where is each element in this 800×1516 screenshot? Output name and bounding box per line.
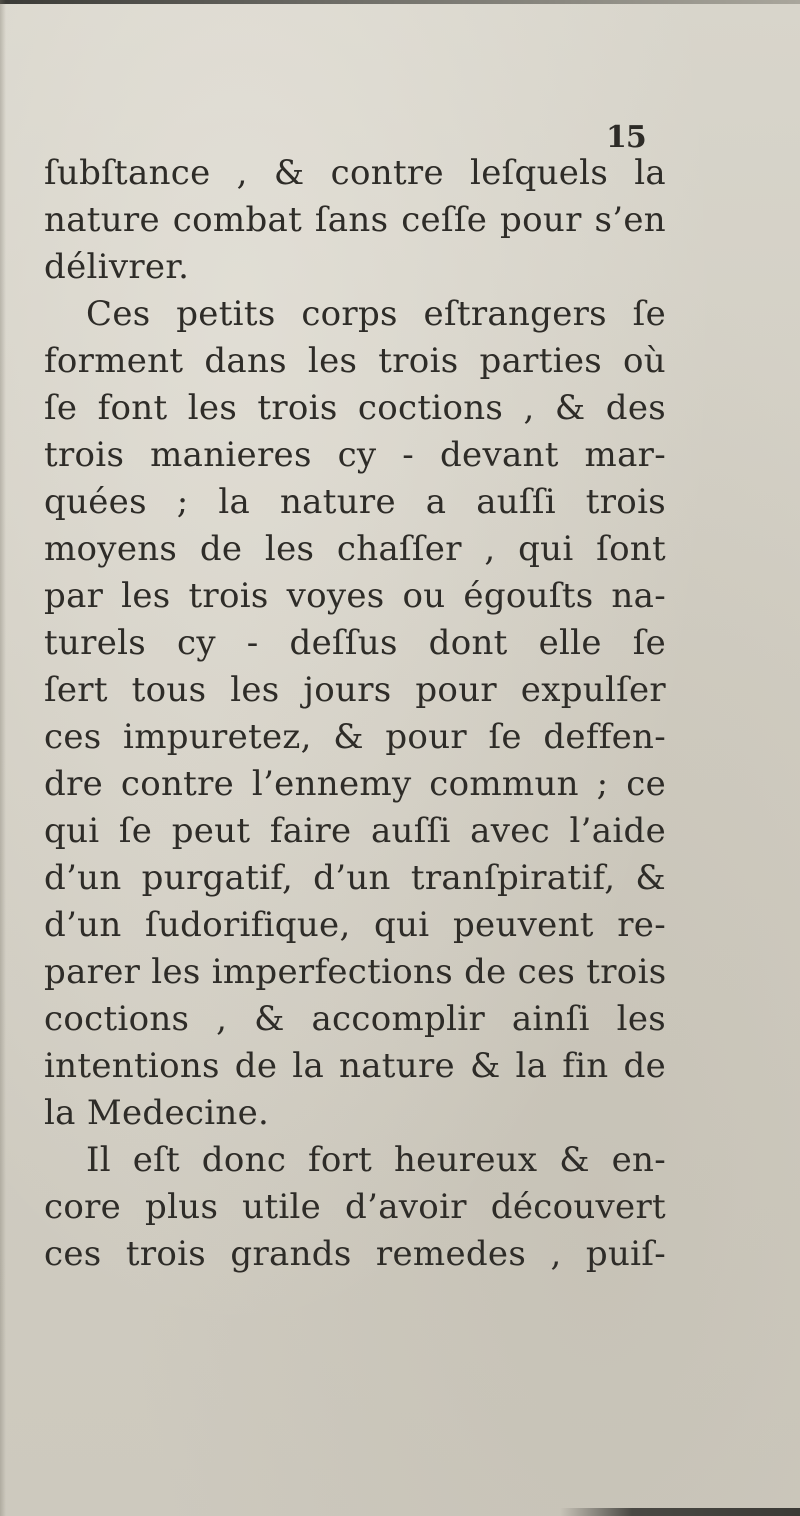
text-line: ſubſtance , & contre leſquels la	[44, 153, 666, 193]
text-line: ces trois grands remedes , puiſ-	[44, 1234, 666, 1274]
text-line: core plus utile d’avoir découvert	[44, 1187, 666, 1227]
text-line: dre contre l’ennemy commun ; ce	[44, 764, 666, 804]
text-line: moyens de les chaſſer , qui ſont	[44, 529, 666, 569]
body-text	[44, 150, 666, 1278]
text-line: ſe font les trois coctions , & des	[44, 388, 666, 428]
text-line: par les trois voyes ou égouſts na-	[44, 576, 666, 616]
text-line: trois manieres cy - devant mar-	[44, 435, 666, 475]
text-line: coctions , & accomplir ainſi les	[44, 999, 666, 1039]
text-line: d’un ſudorifique, qui peuvent re-	[44, 905, 666, 945]
text-line: délivrer.	[44, 247, 190, 287]
text-line: forment dans les trois parties où	[44, 341, 666, 381]
text-line: nature combat ſans ceſſe pour s’en	[44, 200, 666, 240]
text-line: ſert tous les jours pour expulſer	[44, 670, 666, 710]
text-line: turels cy - deſſus dont elle ſe	[44, 623, 666, 663]
text-line: parer les imperfections de ces trois	[44, 952, 667, 992]
paragraph-start-line: Il eſt donc fort heureux & en-	[86, 1140, 666, 1180]
page-number: 15	[606, 120, 646, 155]
text-line: qui ſe peut faire auſſi avec l’aide	[44, 811, 666, 851]
page-top-edge	[0, 0, 800, 4]
text-line: d’un purgatif, d’un tranſpiratif, &	[44, 858, 666, 898]
page-bottom-edge	[560, 1508, 800, 1516]
paragraph-start-line: Ces petits corps eſtrangers ſe	[86, 294, 666, 334]
text-line: ces impuretez, & pour ſe deffen-	[44, 717, 666, 757]
page-gutter-shadow	[0, 0, 6, 1516]
text-line: intentions de la nature & la fin de	[44, 1046, 666, 1086]
text-line: la Medecine.	[44, 1093, 270, 1133]
text-line: quées ; la nature a auſſi trois	[44, 482, 666, 522]
